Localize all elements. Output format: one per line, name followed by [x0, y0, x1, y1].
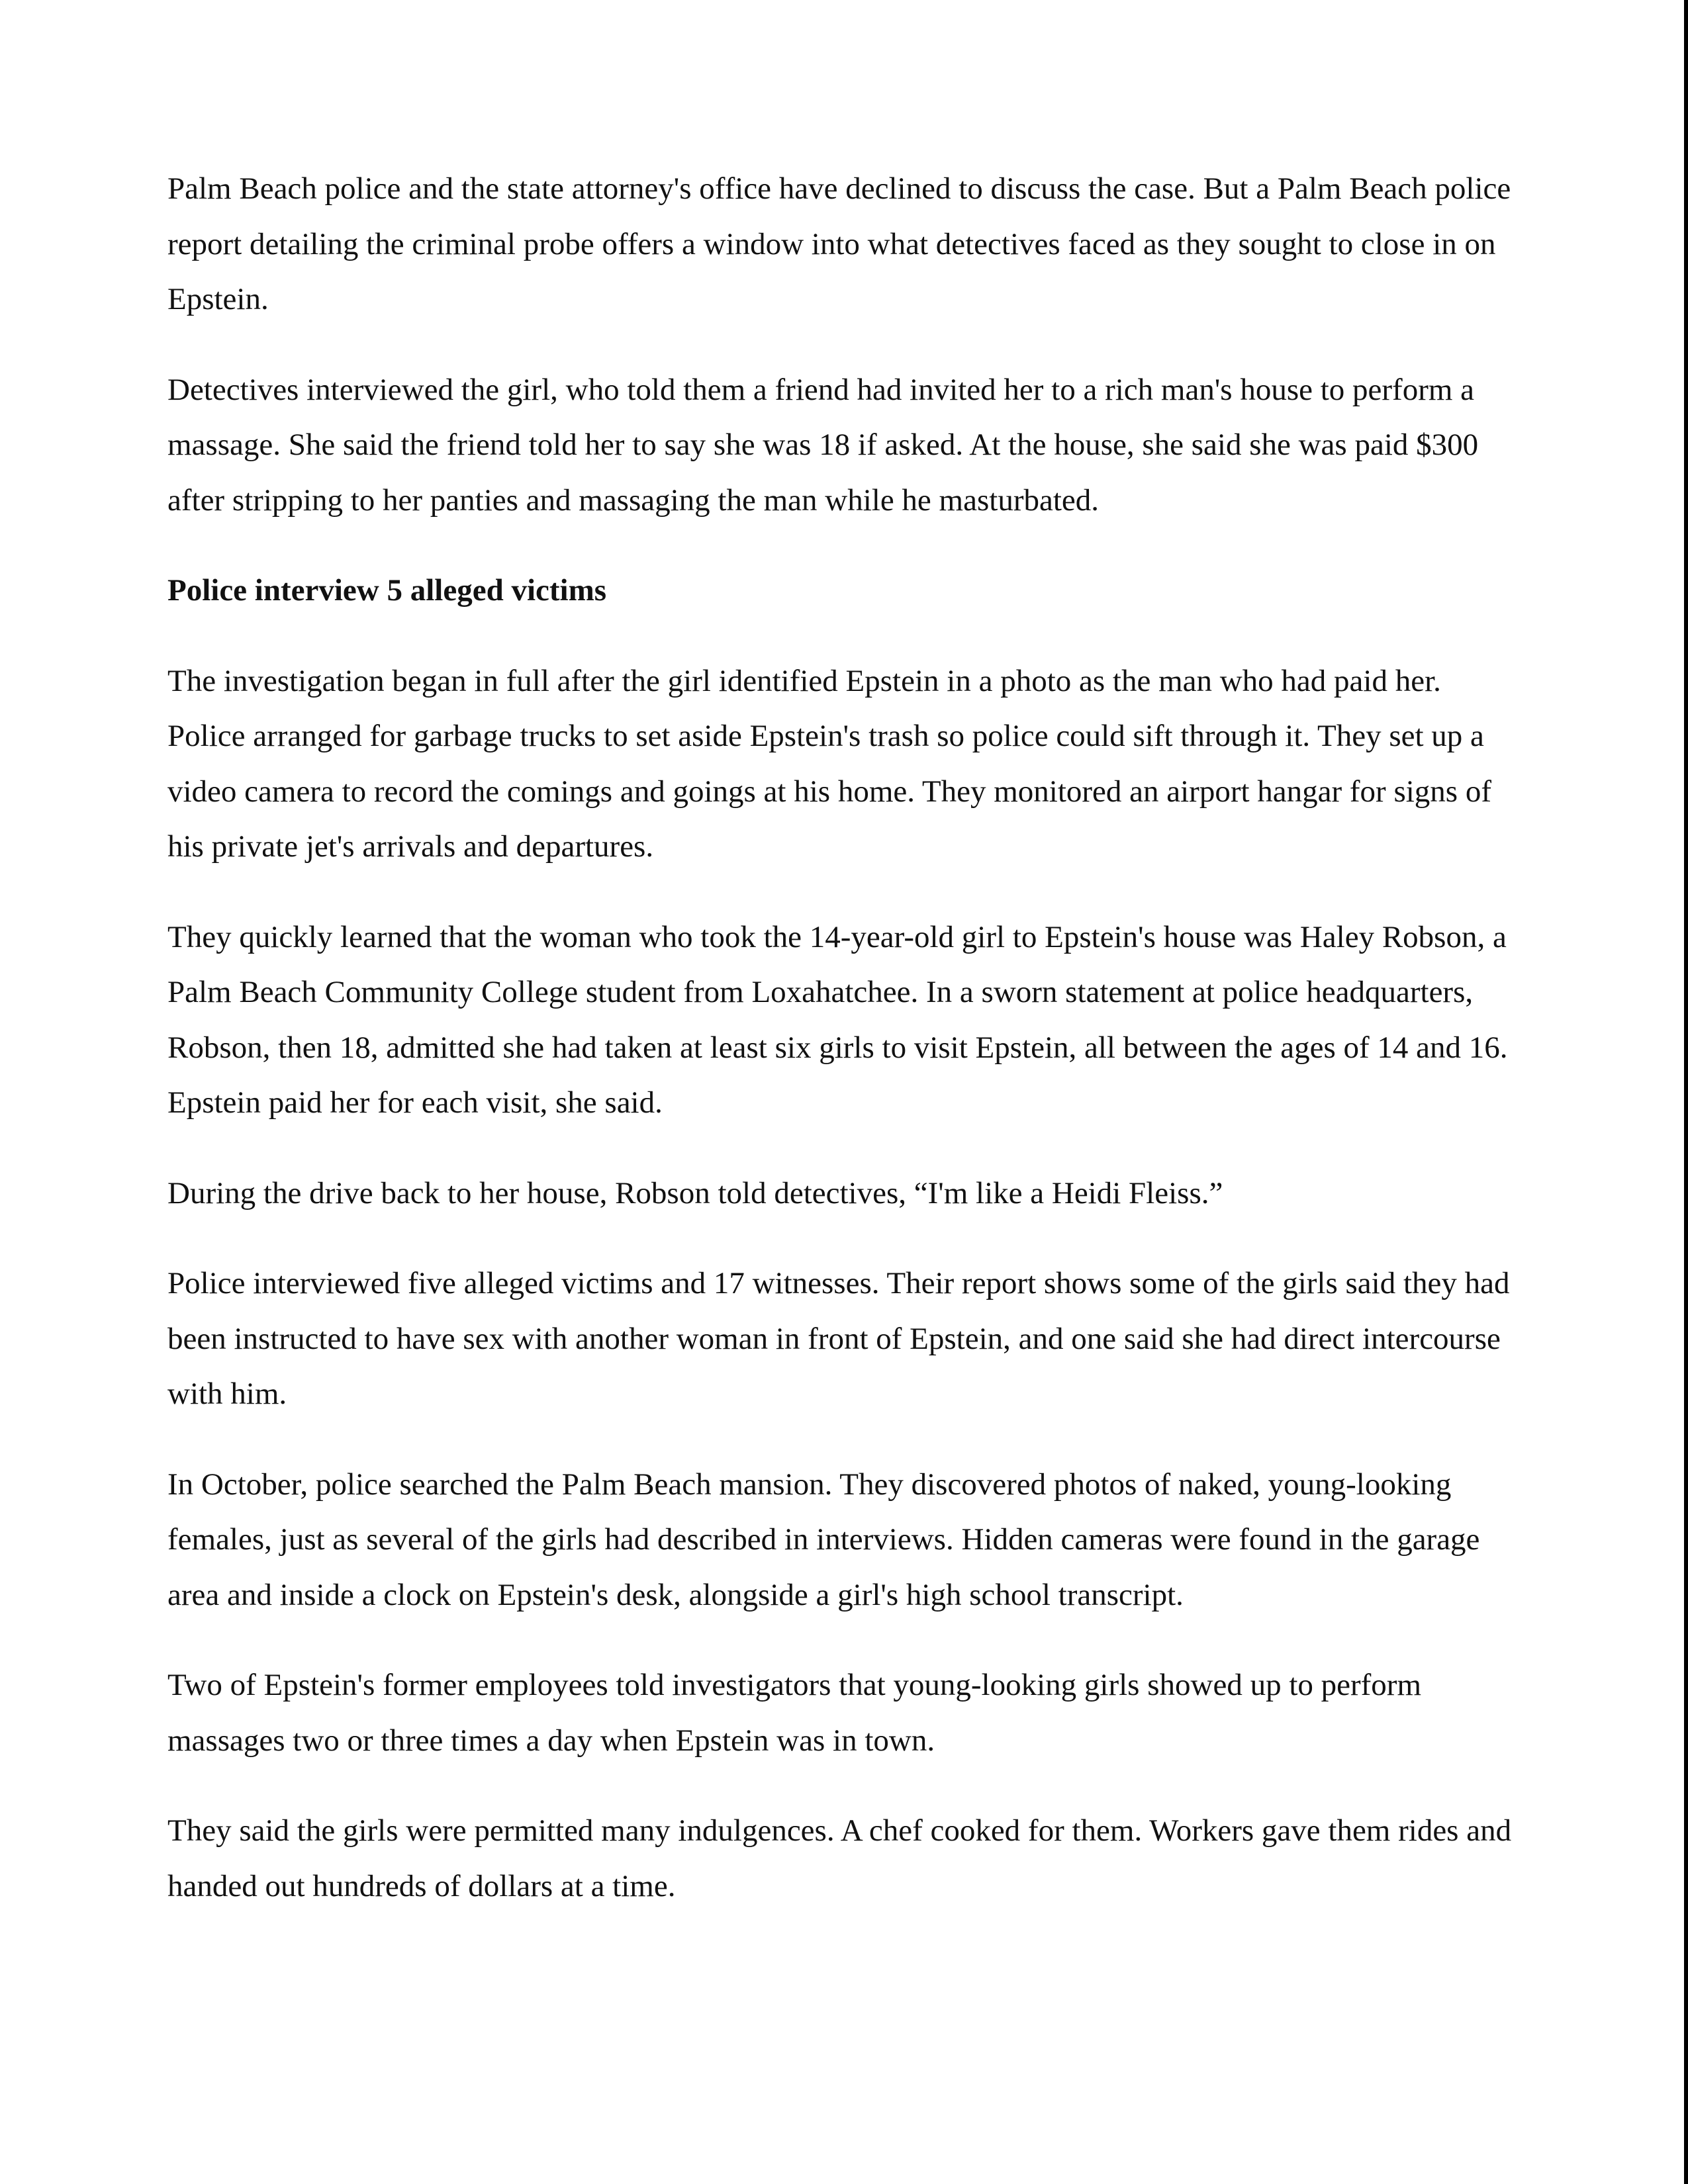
article-body	[167, 161, 1524, 1949]
paragraph-investigation-began: The investigation began in full after the girl identified Epstein in a photo as the man who had paid her. Police arranged for garbage trucks to set aside Epstein's trash so police could sift through it. They set up a video camera to record the comings and goings at his home. They monitored an airport hangar for signs of his private jet's arrivals and departures.	[167, 663, 1492, 864]
page-edge-border	[1684, 0, 1688, 2184]
paragraph-girl-interview: Detectives interviewed the girl, who told them a friend had invited her to a rich man's house to perform a massage. She said the friend told her to say she was 18 if asked. At the house, she said she was paid $300 after stripping to her panties and massaging the man while he masturbated.	[167, 372, 1479, 518]
paragraph-declined-to-discuss: Palm Beach police and the state attorney's office have declined to discuss the case. But a Palm Beach police report detailing the criminal probe offers a window into what detectives faced as they sought to close in on Epstein.	[167, 171, 1511, 316]
paragraph-mansion-search: In October, police searched the Palm Beach mansion. They discovered photos of naked, young-looking females, just as several of the girls had described in interviews. Hidden cameras were found in the garage area and inside a clock on Epstein's desk, alongside a girl's high school transcript.	[167, 1467, 1480, 1612]
paragraph-heidi-fleiss-quote: During the drive back to her house, Robson told detectives, “I'm like a Heidi Fleiss.”	[167, 1175, 1223, 1210]
section-subheading: Police interview 5 alleged victims	[167, 573, 607, 608]
paragraph-haley-robson: They quickly learned that the woman who took the 14-year-old girl to Epstein's house was Haley Robson, a Palm Beach Community College student from Loxahatchee. In a sworn statement at police headquarters, Robson, then 18, admitted she had taken at least six girls to visit Epstein, all between the ages of 14 and 16. Epstein paid her for each visit, she said.	[167, 919, 1508, 1120]
paragraph-victims-witnesses: Police interviewed five alleged victims and 17 witnesses. Their report shows some of the girls said they had been instructed to have sex with another woman in front of Epstein, and one said she had direct intercourse with him.	[167, 1266, 1510, 1411]
paragraph-former-employees: Two of Epstein's former employees told investigators that young-looking girls showed up to perform massages two or three times a day when Epstein was in town.	[167, 1668, 1421, 1758]
paragraph-indulgences: They said the girls were permitted many indulgences. A chef cooked for them. Workers gave them rides and handed out hundreds of dollars at a time.	[167, 1813, 1512, 1903]
